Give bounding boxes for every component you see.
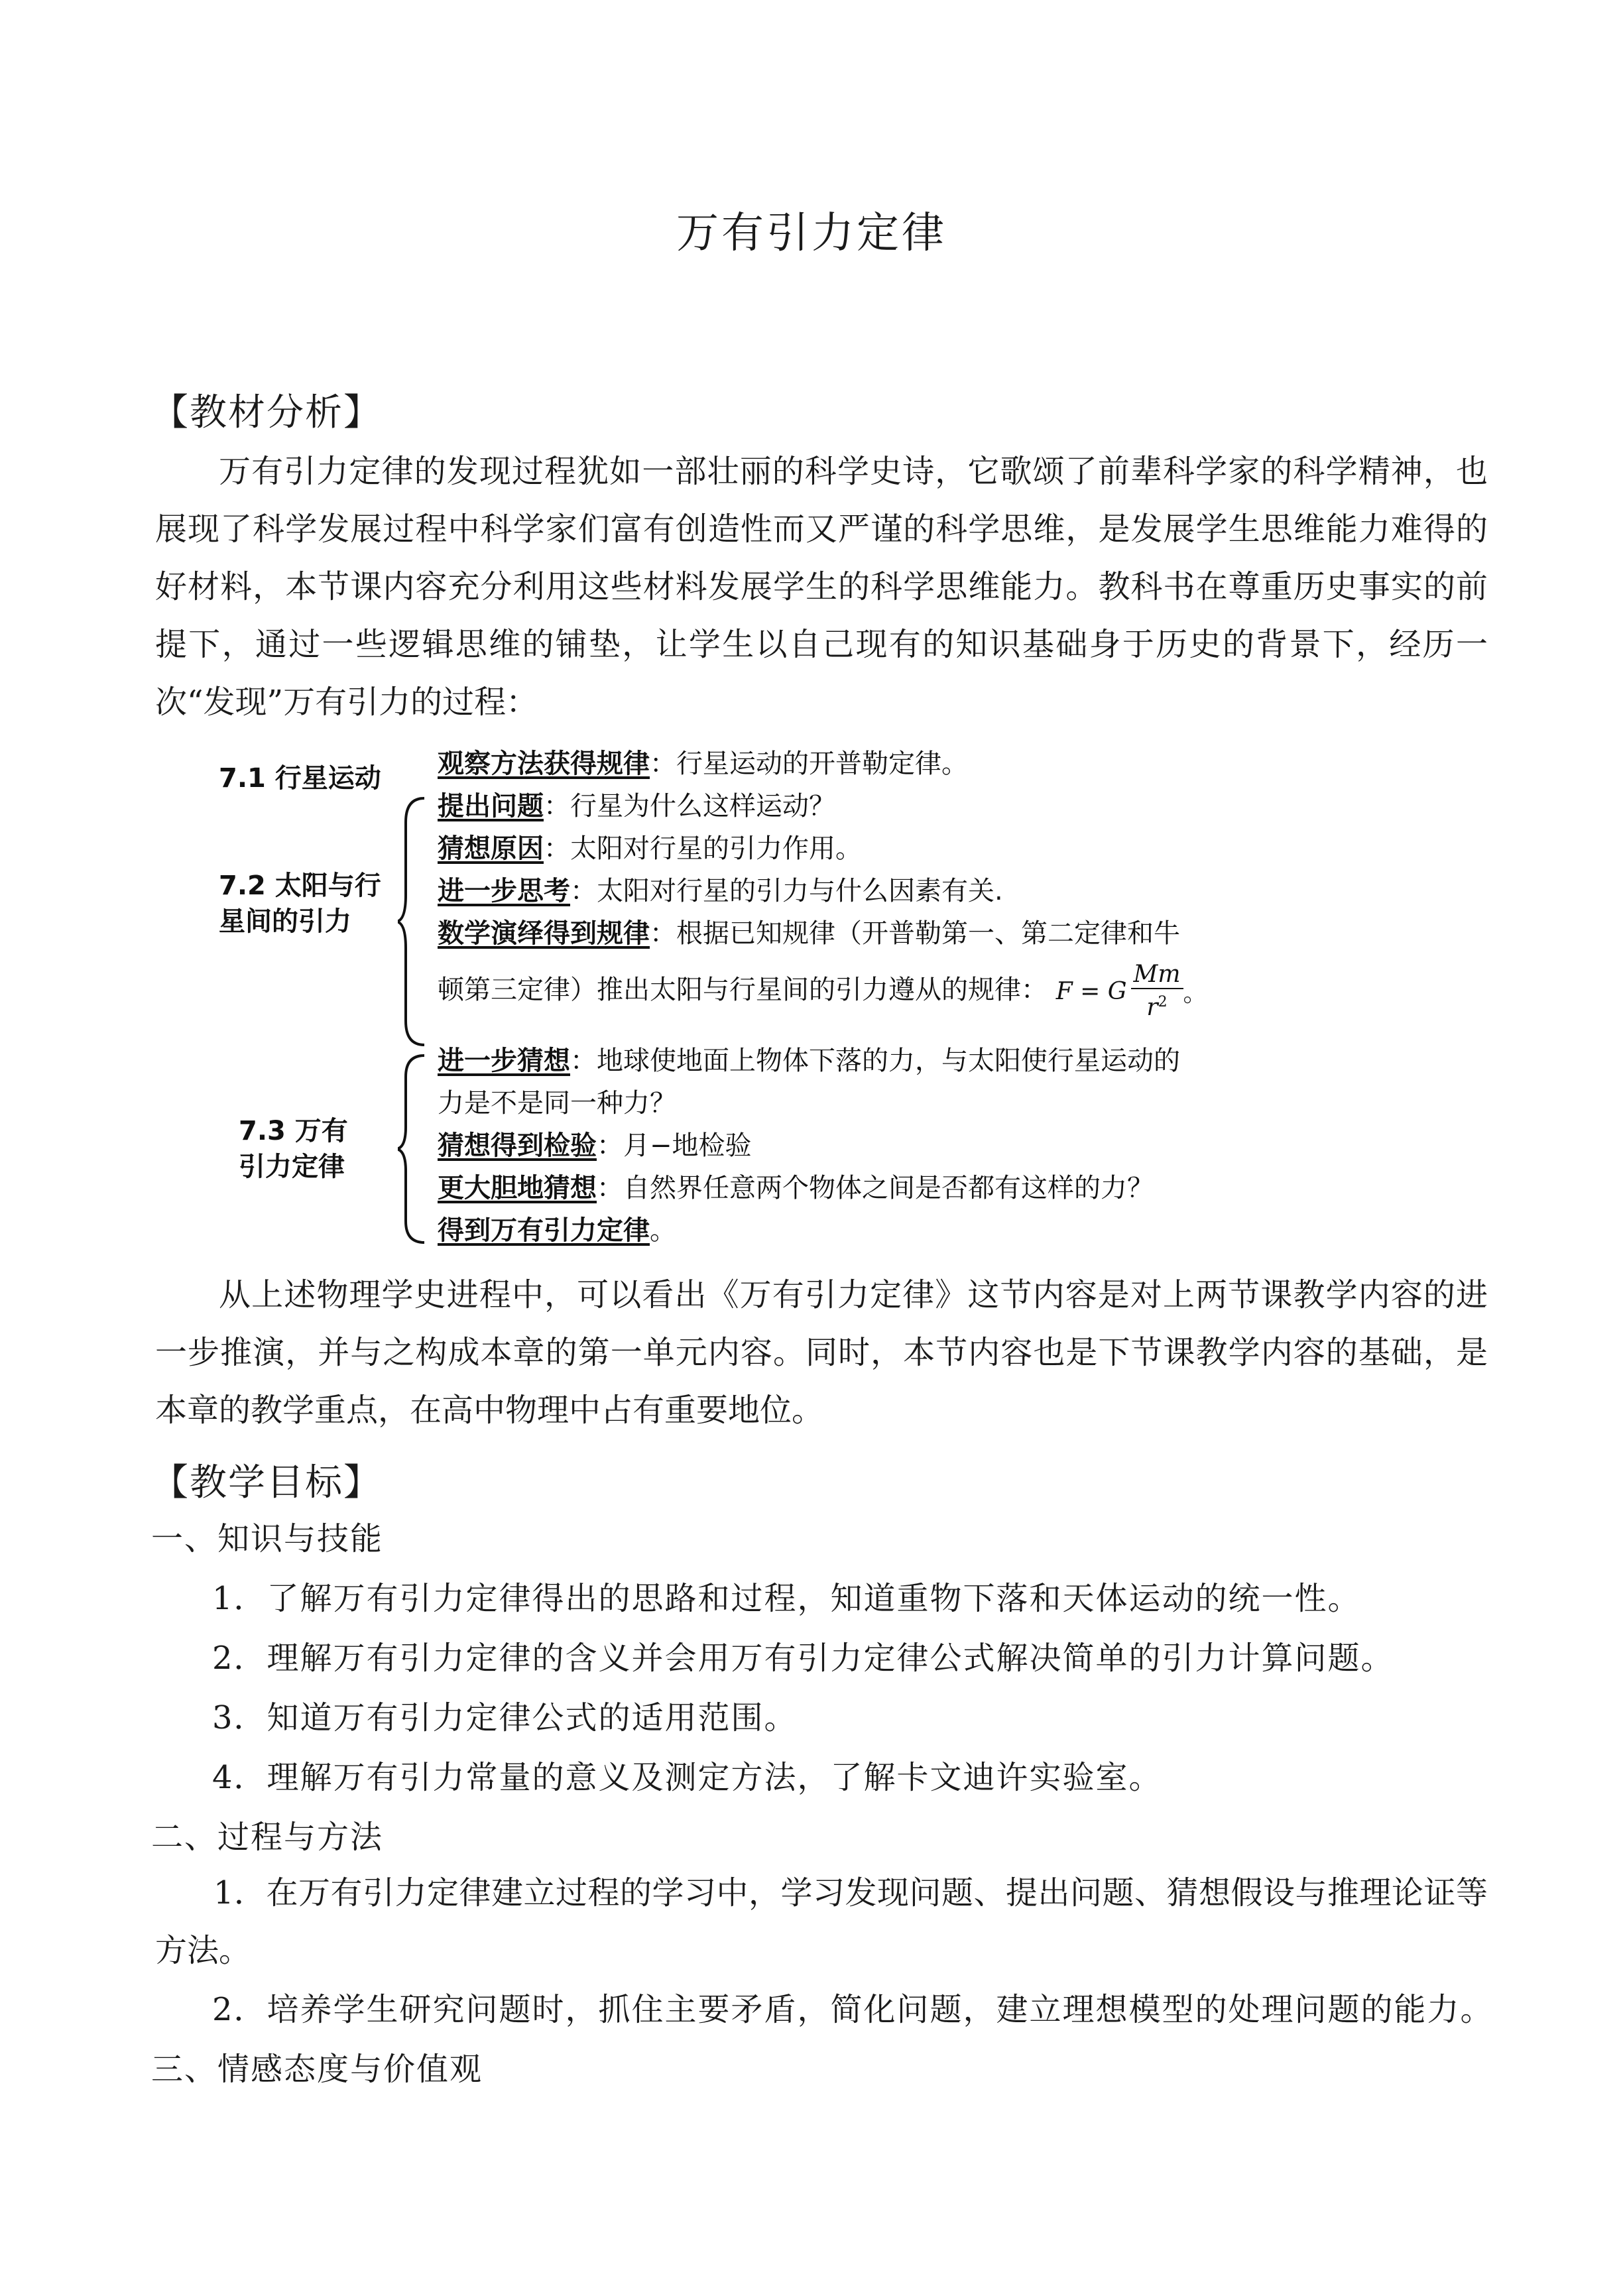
- section-7-2-label-line1: 7.2 太阳与行: [219, 871, 381, 901]
- formula-numerator: Mm: [1131, 961, 1183, 989]
- line-4-text: ：太阳对行星的引力与什么因素有关.: [570, 876, 1003, 906]
- formula-exponent: 2: [1158, 994, 1168, 1010]
- goals-heading: 【教学目标】: [151, 1461, 382, 1504]
- line-5-key: 数学演绎得到规律: [438, 918, 650, 949]
- formula-lhs: F = G: [1055, 977, 1127, 1005]
- line-7-text: ：地球使地面上物体下落的力，与太阳使行星运动的: [570, 1046, 1180, 1076]
- section-7-3-label-line1: 7.3 万有: [239, 1116, 348, 1146]
- diagram-line-6: [438, 961, 1207, 1021]
- section-7-1-label: 7.1 行星运动: [219, 763, 381, 794]
- line-10-key: 更大胆地猜想: [438, 1173, 597, 1203]
- diagram-line-3: [438, 827, 862, 865]
- diagram-line-4: [438, 870, 1003, 908]
- section-7-3-label-line2: 引力定律: [239, 1152, 345, 1182]
- diagram-line-2: [438, 785, 835, 823]
- line-2-text: ：行星为什么这样运动？: [544, 791, 835, 821]
- brace-7-3: [398, 1053, 431, 1245]
- analysis-heading: 【教材分析】: [151, 391, 382, 434]
- outline-diagram: [199, 743, 1366, 1246]
- diagram-line-7: [438, 1040, 1180, 1077]
- line-7-key: 进一步猜想: [438, 1046, 570, 1076]
- diagram-line-10: [438, 1167, 1154, 1205]
- line-2-key: 提出问题: [438, 791, 544, 821]
- line-1-key: 观察方法获得规律: [438, 749, 650, 779]
- values-heading: 三、情感态度与价值观: [151, 2051, 483, 2088]
- formula-fraction: [1131, 961, 1183, 1021]
- line-5-text: ：根据已知规律（开普勒第一、第二定律和牛: [650, 918, 1180, 949]
- formula-period: 。: [1183, 979, 1207, 1007]
- line-3-text: ：太阳对行星的引力作用。: [544, 833, 862, 864]
- analysis-paragraph-1: 万有引力定律的发现过程犹如一部壮丽的科学史诗，它歌颂了前辈科学家的科学精神，也展现了科学发展过程中科学家们富有创造性而又严谨的科学思维，是发展学生思维能力难得的好材料，本节课内容充分利用这些材料发展学生的科学思维能力。教科书在尊重历史事实的前提下，通过一些逻辑思维的铺垫，让学生以自己现有的知识基础身于历史的背景下，经历一次“发现”万有引力的过程：: [155, 453, 1488, 721]
- formula-denominator: [1146, 989, 1167, 1021]
- brace-7-2: [398, 796, 431, 1048]
- knowledge-heading: 一、知识与技能: [151, 1520, 384, 1557]
- section-7-2-label-line2: 星间的引力: [219, 906, 351, 937]
- line-4-key: 进一步思考: [438, 876, 570, 906]
- formula-r: r: [1146, 994, 1158, 1021]
- knowledge-item-1: 1．了解万有引力定律得出的思路和过程，知道重物下落和天体运动的统一性。: [212, 1580, 1361, 1617]
- process-item-1: 1．在万有引力定律建立过程的学习中，学习发现问题、提出问题、猜想假设与推理论证等方法。: [155, 1874, 1488, 1969]
- line-3-key: 猜想原因: [438, 833, 544, 864]
- diagram-line-11: [438, 1209, 676, 1247]
- line-10-text: ：自然界任意两个物体之间是否都有这样的力？: [597, 1173, 1154, 1203]
- analysis-paragraph-2: 从上述物理学史进程中，可以看出《万有引力定律》这节内容是对上两节课教学内容的进一步推演，并与之构成本章的第一单元内容。同时，本节内容也是下节课教学内容的基础，是本章的教学重点，在高中物理中占有重要地位。: [155, 1276, 1488, 1429]
- knowledge-item-2: 2．理解万有引力定律的含义并会用万有引力定律公式解决简单的引力计算问题。: [212, 1640, 1394, 1677]
- line-8-text: 力是不是同一种力？: [438, 1088, 676, 1118]
- line-9-text: ：月−地检验: [597, 1130, 752, 1161]
- process-item-2: 2．培养学生研究问题时，抓住主要矛盾，简化问题，建立理想模型的处理问题的能力。: [212, 1991, 1494, 2028]
- diagram-line-9: [438, 1124, 752, 1162]
- line-6-text: 顿第三定律）推出太阳与行星间的引力遵从的规律：: [438, 975, 1048, 1005]
- gravitation-formula: [1056, 961, 1207, 1021]
- line-9-key: 猜想得到检验: [438, 1130, 597, 1161]
- line-11-text: 。: [650, 1215, 676, 1246]
- line-1-text: ：行星运动的开普勒定律。: [650, 749, 968, 779]
- process-heading: 二、过程与方法: [151, 1819, 384, 1856]
- page-title: 万有引力定律: [676, 209, 947, 258]
- knowledge-item-3: 3．知道万有引力定律公式的适用范围。: [212, 1699, 798, 1736]
- knowledge-item-4: 4．理解万有引力常量的意义及测定方法，了解卡文迪许实验室。: [212, 1759, 1162, 1796]
- line-11-key: 得到万有引力定律: [438, 1215, 650, 1246]
- diagram-line-1: [438, 743, 968, 780]
- diagram-line-8: [438, 1082, 676, 1120]
- diagram-line-5: [438, 912, 1180, 950]
